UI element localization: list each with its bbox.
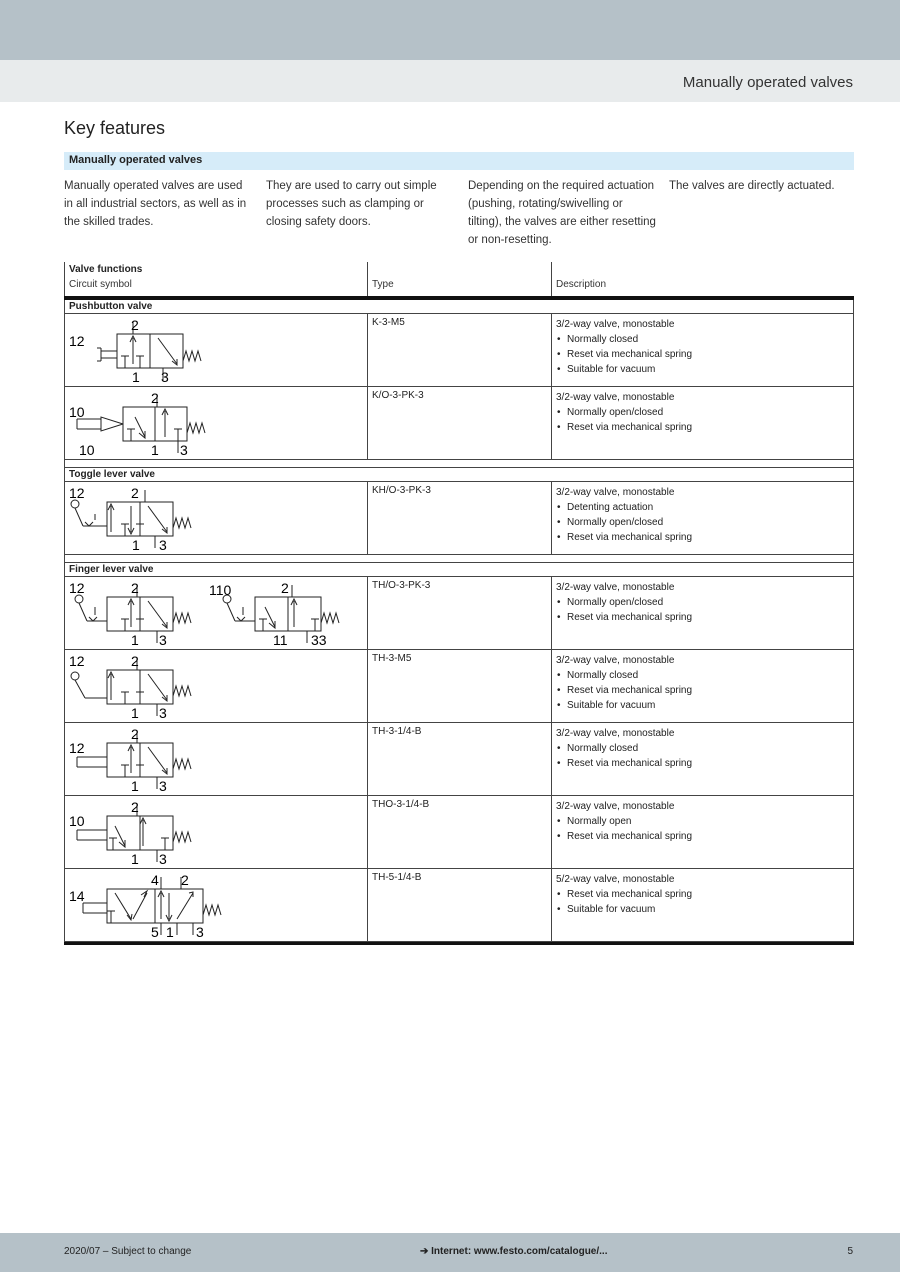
port-label: 2: [181, 872, 189, 888]
bullet: • Normally open/closed: [556, 515, 849, 530]
bullet: • Normally open/closed: [556, 405, 849, 420]
valve-type: THO-3-1/4-B: [367, 796, 551, 868]
port-label: 3: [159, 705, 167, 721]
footer-date: 2020/07 – Subject to change: [64, 1246, 192, 1257]
port-label: 12: [69, 485, 85, 501]
table-row: [64, 650, 854, 723]
valve-description: [551, 314, 853, 386]
valve-type: K-3-M5: [367, 314, 551, 386]
description-title: 3/2-way valve, monostable: [556, 487, 675, 498]
port-label: 1: [132, 537, 140, 553]
valve-type: TH-3-1/4-B: [367, 723, 551, 795]
port-label: 1: [131, 705, 139, 721]
port-label: 2: [281, 580, 289, 596]
description-title: 3/2-way valve, monostable: [556, 319, 675, 330]
port-label: 10: [79, 442, 95, 458]
col-header-description: Description: [556, 279, 607, 290]
bullet: • Reset via mechanical spring: [556, 756, 849, 771]
port-label: 3: [180, 442, 188, 458]
port-label: 2: [131, 580, 139, 596]
table-row: [64, 869, 854, 942]
circuit-symbol-th-3-m5: [65, 650, 365, 723]
valve-description: [551, 482, 853, 554]
section-subtitle-bar: Manually operated valves: [64, 152, 854, 170]
valve-type: TH/O-3-PK-3: [367, 577, 551, 649]
table-row: [64, 387, 854, 460]
table-row: [64, 723, 854, 796]
port-label: 11: [273, 632, 288, 648]
valve-type: K/O-3-PK-3: [367, 387, 551, 459]
port-label: 1: [131, 632, 139, 648]
intro-paragraph-1: Manually operated valves are used in all industrial sectors, as well as in the skilled trades.: [64, 180, 247, 228]
top-band: [0, 0, 900, 60]
port-label: 1: [131, 778, 139, 794]
port-label: 1: [132, 369, 140, 385]
table-title: Valve functions: [69, 264, 143, 275]
page-footer: [0, 1233, 900, 1272]
table-header: [64, 262, 854, 296]
valve-description: [551, 650, 853, 722]
bullet: • Normally open: [556, 814, 849, 829]
circuit-symbol-th-3-1-4-b: [65, 723, 365, 796]
category-pushbutton: Pushbutton valve: [64, 300, 854, 314]
bullet: • Reset via mechanical spring: [556, 683, 849, 698]
valve-functions-table: [64, 262, 854, 945]
port-label: 3: [161, 369, 169, 385]
bullet: • Reset via mechanical spring: [556, 530, 849, 545]
description-title: 3/2-way valve, monostable: [556, 801, 675, 812]
port-label: 2: [131, 317, 139, 333]
circuit-symbol-kh-o-3-pk-3: [65, 482, 365, 555]
valve-description: [551, 723, 853, 795]
valve-description: [551, 869, 853, 941]
bullet: • Suitable for vacuum: [556, 698, 849, 713]
port-label: 12: [69, 740, 85, 756]
circuit-symbol-th-5-1-4-b: [65, 869, 365, 942]
circuit-symbol-k-o-3-pk-3: [65, 387, 365, 460]
table-row: [64, 482, 854, 555]
bullet: • Normally closed: [556, 332, 849, 347]
description-title: 5/2-way valve, monostable: [556, 874, 675, 885]
bullet: • Reset via mechanical spring: [556, 420, 849, 435]
port-label: 12: [69, 580, 85, 596]
port-label: 3: [159, 632, 167, 648]
port-label: 110: [209, 582, 232, 598]
valve-type: KH/O-3-PK-3: [367, 482, 551, 554]
port-label: 33: [311, 632, 327, 648]
circuit-symbol-k-3-m5: [65, 314, 365, 387]
intro-paragraph-3: Depending on the required actuation (pushing, rotating/swivelling or tilting), the valves are either resetting or non-resetting.: [468, 180, 656, 246]
intro-paragraph-2: They are used to carry out simple processes such as clamping or closing safety doors.: [266, 180, 437, 228]
port-label: 2: [131, 726, 139, 742]
description-title: 3/2-way valve, monostable: [556, 655, 675, 666]
description-title: 3/2-way valve, monostable: [556, 392, 675, 403]
bullet: • Normally open/closed: [556, 595, 849, 610]
bullet: • Reset via mechanical spring: [556, 887, 849, 902]
valve-description: [551, 796, 853, 868]
port-label: 12: [69, 653, 85, 669]
table-row: [64, 577, 854, 650]
port-label: 12: [69, 333, 85, 349]
intro-paragraph-4: The valves are directly actuated.: [669, 180, 835, 192]
port-label: 3: [159, 851, 167, 867]
valve-description: [551, 577, 853, 649]
port-label: 1: [166, 924, 174, 940]
port-label: 5: [151, 924, 159, 940]
port-label: 2: [131, 799, 139, 815]
col-header-type: Type: [372, 279, 394, 290]
valve-description: [551, 387, 853, 459]
table-row: [64, 314, 854, 387]
bullet: • Reset via mechanical spring: [556, 347, 849, 362]
port-label: 2: [151, 390, 159, 406]
page-header-title: Manually operated valves: [682, 74, 853, 91]
circuit-symbol-tho-3-1-4-b: [65, 796, 365, 869]
circuit-symbol-th-o-3-pk-3: [65, 577, 365, 650]
port-label: 10: [69, 813, 85, 829]
section-title: Key features: [64, 118, 166, 138]
port-label: 10: [69, 404, 85, 420]
valve-type: TH-5-1/4-B: [367, 869, 551, 941]
category-toggle: Toggle lever valve: [64, 468, 854, 482]
footer-internet-link[interactable]: ➔ Internet: www.festo.com/catalogue/...: [420, 1246, 608, 1257]
valve-type: TH-3-M5: [367, 650, 551, 722]
port-label: 3: [159, 778, 167, 794]
port-label: 2: [131, 653, 139, 669]
bullet: • Normally closed: [556, 668, 849, 683]
port-label: 14: [69, 888, 85, 904]
table-row: [64, 796, 854, 869]
port-label: 2: [131, 485, 139, 501]
bullet: • Normally closed: [556, 741, 849, 756]
bullet: • Suitable for vacuum: [556, 362, 849, 377]
port-label: 4: [151, 872, 159, 888]
bullet: • Detenting actuation: [556, 500, 849, 515]
category-finger-lever: Finger lever valve: [64, 563, 854, 577]
col-header-symbol: Circuit symbol: [69, 279, 132, 290]
description-title: 3/2-way valve, monostable: [556, 728, 675, 739]
description-title: 3/2-way valve, monostable: [556, 582, 675, 593]
port-label: 3: [196, 924, 204, 940]
bullet: • Reset via mechanical spring: [556, 610, 849, 625]
port-label: 1: [131, 851, 139, 867]
page-number: 5: [847, 1246, 853, 1257]
bullet: • Suitable for vacuum: [556, 902, 849, 917]
port-label: 1: [151, 442, 159, 458]
port-label: 3: [159, 537, 167, 553]
bullet: • Reset via mechanical spring: [556, 829, 849, 844]
